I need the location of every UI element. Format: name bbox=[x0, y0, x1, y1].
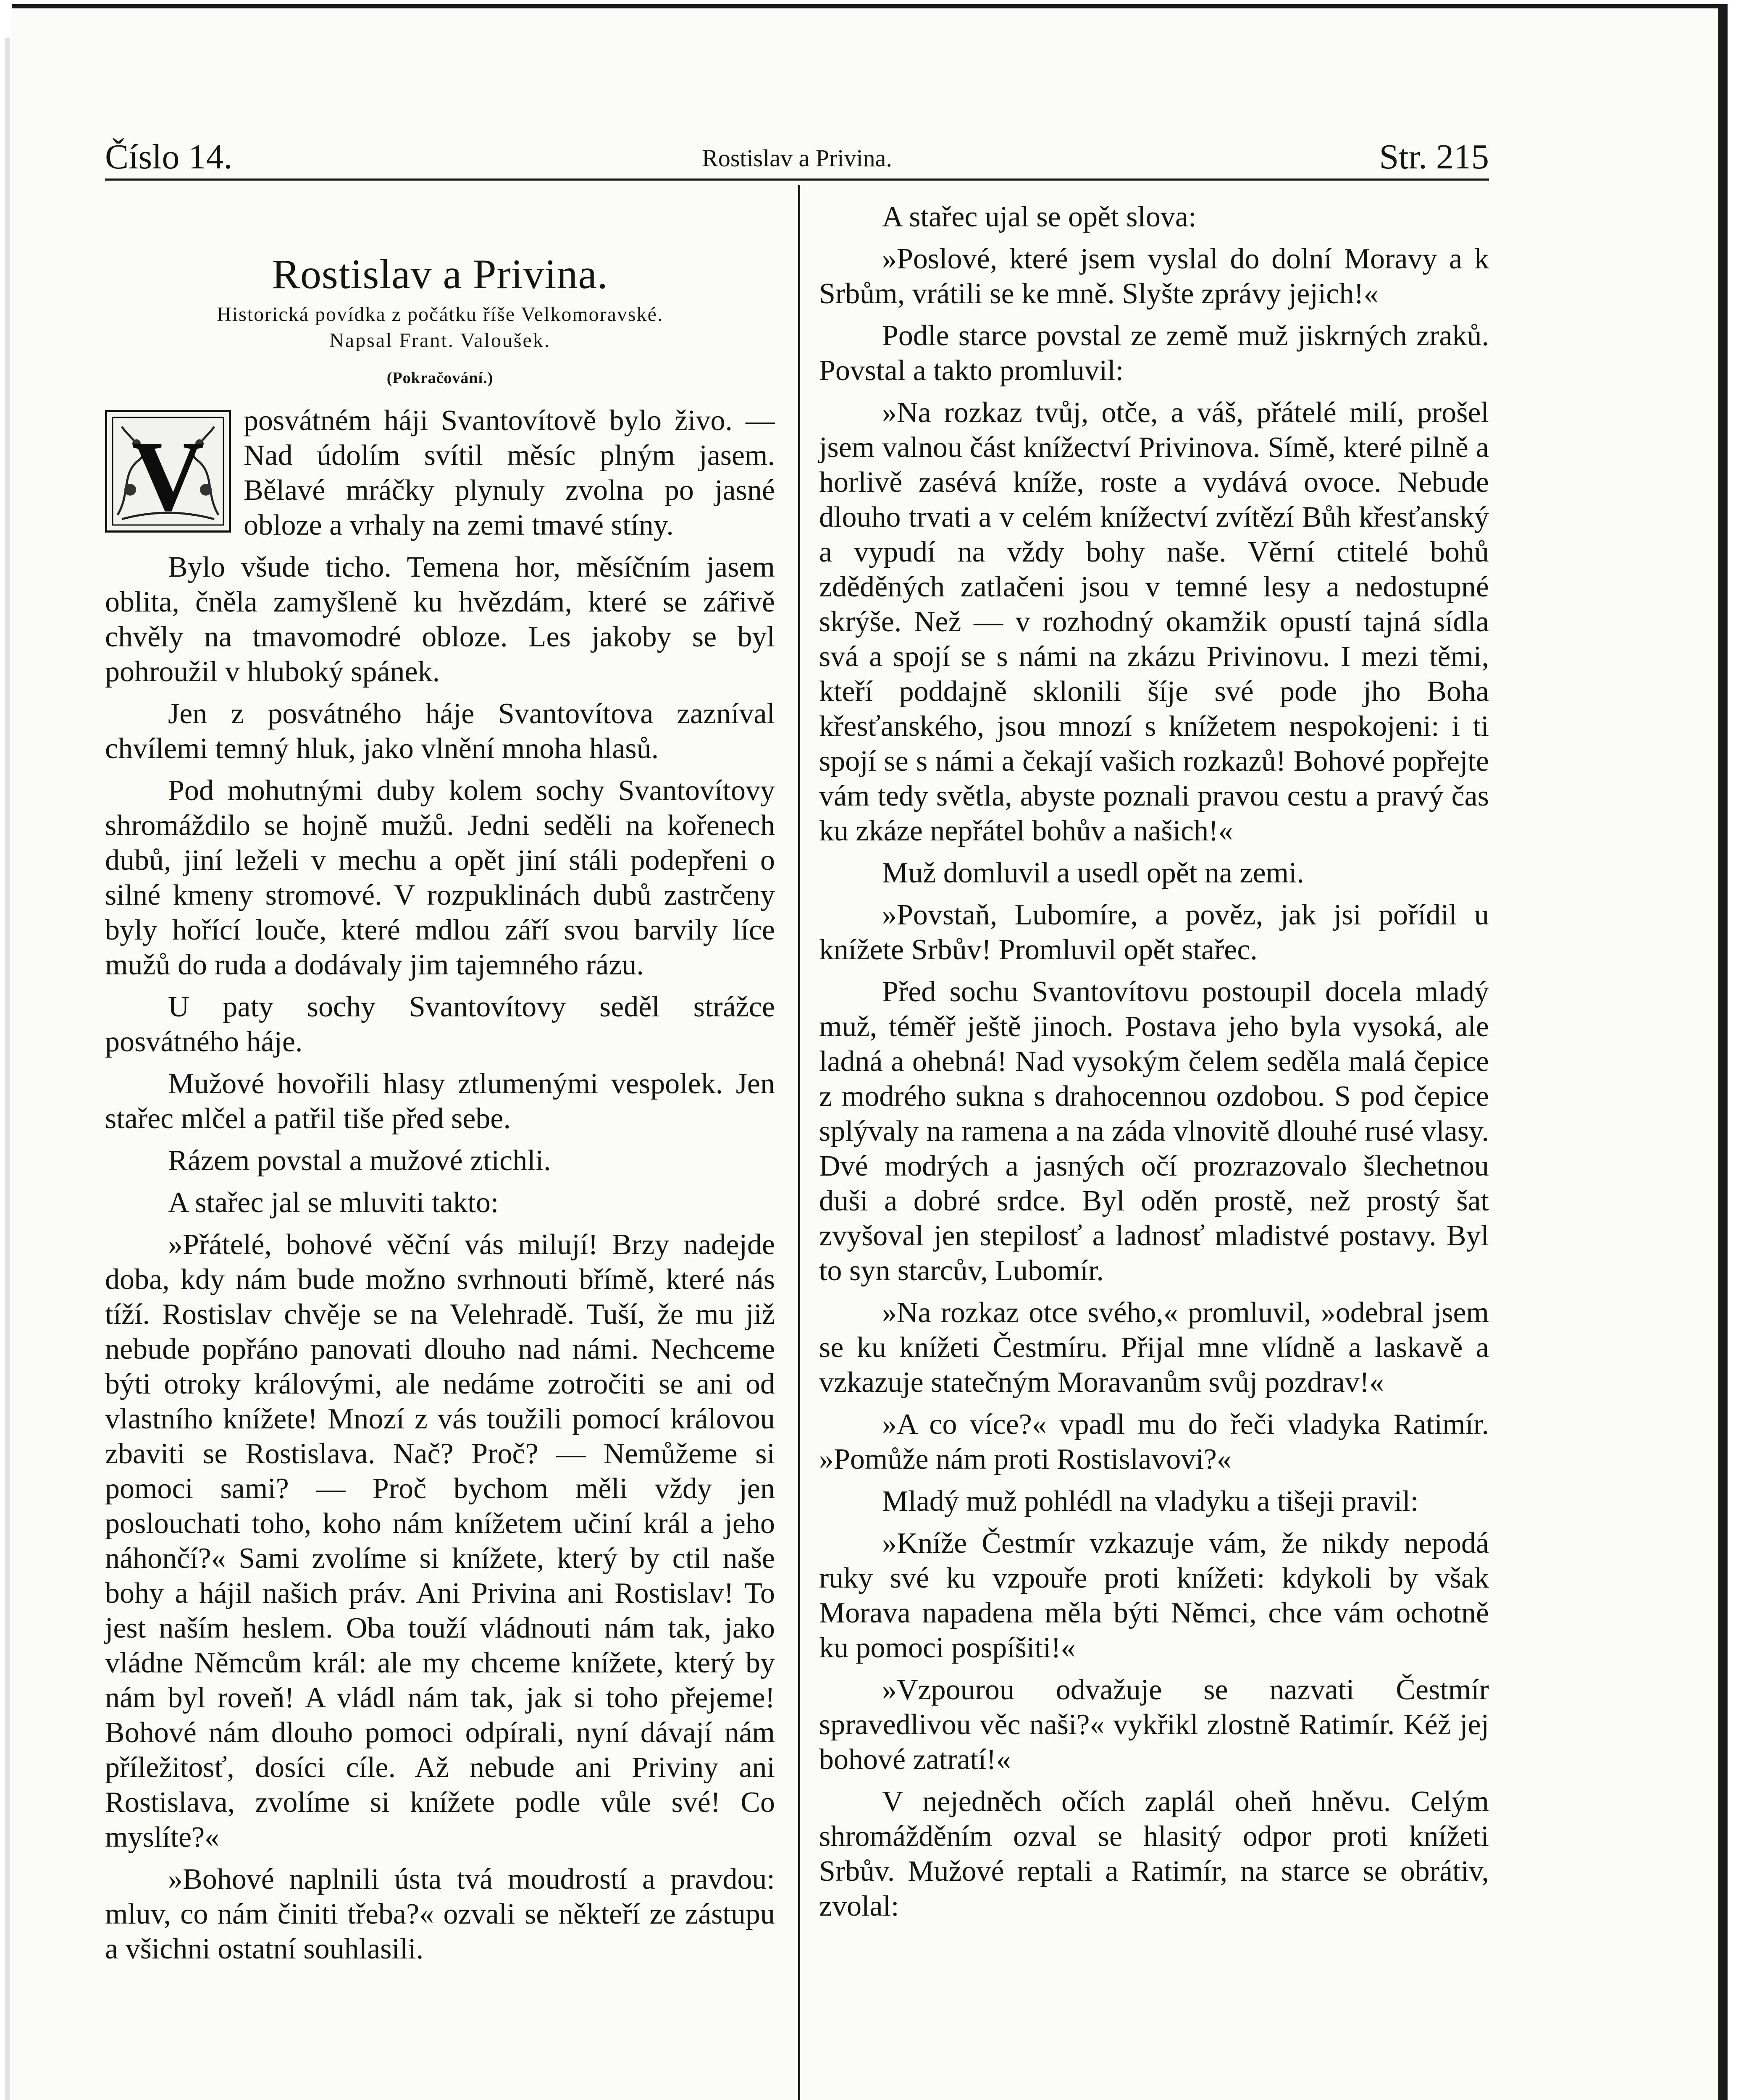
left-paragraph-8: A stařec jal se mluviti takto: bbox=[168, 1186, 499, 1219]
left-paragraph-4: Pod mohutnými duby kolem sochy Svantovítovy shromáždilo se hojně mužů. Jedni seděli na kořenech dubů, jiní leželi v mechu a opět jiní stáli podepřeni o silné kmeny stromové. V rozpuklinách dubů zastrčeny byly hořící louče, které mdlou září svou barvily líce mužů do ruda a dodávaly jim tajemného rázu. bbox=[105, 774, 775, 981]
right-paragraph-8: »Na rozkaz otce svého,« promluvil, »odebral jsem se ku knížeti Čestmíru. Přijal mne vlídně a laskavě a vzkazuje statečným Moravanům svůj pozdrav!« bbox=[819, 1297, 1489, 1399]
right-paragraph-5: Muž domluvil a usedl opět na zemi. bbox=[882, 857, 1305, 889]
right-paragraph-4: »Na rozkaz tvůj, otče, a váš, přátelé milí, prošel jsem valnou část knížectví Privinova. Símě, které pilně a horlivě zasévá kníže, roste a vydává ovoce. Nebude dlouho trvati a v celém knížectví zvítězí Bůh křesťanský a vypudí na vždy bohy naše. Věrní ctitelé bohů zděděných zatlačeni jsou v temné lesy a nedostupné skrýše. Než — v rozhodný okamžik opustí tajná sídla svá a spojí se s námi na zkázu Privinovu. I mezi těmi, kteří poddajně sklonili šíje své pode jho Boha křesťanského, jsou mnozí s knížetem nespokojeni: i ti spojí se s námi a čekají vašich rozkazů! Bohové popřejte vám tedy světla, abyste poznali pravou cestu a pravý čas ku zkáze nepřátel bohův a našich!« bbox=[819, 396, 1489, 847]
left-paragraph-1: posvátném háji Svantovítově bylo živo. — Nad údolím svítil měsíc plným jasem. Bělavé mráčky plynuly zvolna po jasné obloze a vrhaly na zemi tmavé stíny. bbox=[244, 404, 775, 541]
left-paragraph-5: U paty sochy Svantovítovy seděl strážce posvátného háje. bbox=[105, 991, 775, 1058]
dropcap-letter: V bbox=[131, 420, 205, 532]
continuation-note: (Pokračování.) bbox=[386, 369, 494, 387]
right-paragraph-1: A stařec ujal se opět slova: bbox=[882, 201, 1197, 233]
column-rule bbox=[798, 185, 800, 2100]
right-paragraph-2: »Poslové, které jsem vyslal do dolní Moravy a k Srbům, vrátili se ke mně. Slyšte zprávy jejich!« bbox=[819, 243, 1489, 310]
right-paragraph-12: »Vzpourou odvažuje se nazvati Čestmír spravedlivou věc naši?« vykřikl zlostně Ratimír. Kéž jej bohové zatratí!« bbox=[819, 1674, 1489, 1776]
left-paragraph-9: »Přátelé, bohové věční vás milují! Brzy nadejde doba, kdy nám bude možno svrhnouti břímě, které nás tíží. Rostislav chvěje se na Velehradě. Tuší, že mu již nebude popřáno panovati dlouho nad námi. Nechceme býti otroky královými, ale nedáme zotročiti se ani od vlastního knížete! Mnozí z vás toužili pomocí královou zbaviti se Rostislava. Nač? Proč? — Nemůžeme si pomoci sami? — Proč bychom měli vždy jen poslouchati toho, koho nám knížetem učiní král a jeho náhončí?« Sami zvolíme si knížete, který by ctil naše bohy a hájil našich práv. Ani Privina ani Rostislav! To jest naším heslem. Oba touží vládnouti nám tak, jako vládne Němcům král: ale my chceme knížete, který by nám byl roveň! A vládl nám tak, jak si toho přejeme! Bohové nám dlouho pomoci odpírali, nyní dávají nám příležitosť, dosíci cíle. Až nebude ani Priviny ani Rostislava, zvolíme si knížete podle vůle své! Co myslíte?« bbox=[105, 1228, 775, 1853]
running-header bbox=[105, 120, 1489, 178]
page-number: Str. 215 bbox=[1379, 137, 1489, 176]
article-title: Rostislav a Privina. bbox=[272, 251, 608, 297]
right-paragraph-9: »A co více?« vpadl mu do řeči vladyka Ratimír. »Pomůže nám proti Rostislavovi?« bbox=[819, 1408, 1489, 1475]
right-column bbox=[819, 200, 1489, 1931]
left-column bbox=[105, 197, 775, 1974]
left-paragraph-2: Bylo všude ticho. Temena hor, měsíčním jasem oblita, čněla zamyšleně ku hvězdám, které se zářivě chvěly na tmavomodré obloze. Les jakoby se byl pohroužil v hluboký spánek. bbox=[105, 551, 775, 688]
page-edge-shadow bbox=[5, 38, 10, 2100]
right-paragraph-10: Mladý muž pohlédl na vladyku a tišeji pravil: bbox=[882, 1485, 1419, 1517]
right-paragraph-7: Před sochu Svantovítovu postoupil docela mladý muž, téměř ještě jinoch. Postava jeho byla vysoká, ale ladná a ohebná! Nad vysokým čelem seděla malá čepice z modrého sukna s drahocennou ozdobou. S pod čepice splývaly na ramena a na záda vlnovitě dlouhé rusé vlasy. Dvé modrých a jasných očí prozrazovalo šlechetnou duši a dobré srdce. Byl oděn prostě, než prostý šat zvyšoval jen stepilosť a ladnosť mladistvé postavy. Byl to syn starcův, Lubomír. bbox=[819, 976, 1489, 1287]
right-paragraph-6: »Povstaň, Lubomíre, a pověz, jak jsi pořídil u knížete Srbův! Promluvil opět stařec. bbox=[819, 899, 1489, 966]
right-paragraph-3: Podle starce povstal ze země muž jiskrných zraků. Povstal a takto promluvil: bbox=[819, 320, 1489, 387]
dropcap-svg bbox=[105, 410, 231, 533]
article-author: Napsal Frant. Valoušek. bbox=[329, 329, 551, 352]
header-rule bbox=[105, 178, 1489, 181]
issue-number: Číslo 14. bbox=[105, 137, 233, 176]
right-paragraph-11: »Kníže Čestmír vzkazuje vám, že nikdy nepodá ruky své ku vzpouře proti knížeti: kdykoli by však Morava napadena měla býti Němci, chce vám ochotně ku pomoci pospíšiti!« bbox=[819, 1527, 1489, 1664]
right-paragraph-13: V nejedněch očích zaplál oheň hněvu. Celým shromážděním ozval se hlasitý odpor proti knížeti Srbův. Mužové reptali a Ratimír, na starce se obrátiv, zvolal: bbox=[819, 1785, 1489, 1922]
dropcap-v-ornament bbox=[105, 410, 231, 533]
left-paragraph-10: »Bohové naplnili ústa tvá moudrostí a pravdou: mluv, co nám činiti třeba?« ozvali se někteří ze zástupu a všichni ostatní souhlasili. bbox=[105, 1863, 775, 1965]
running-title: Rostislav a Privina. bbox=[702, 144, 892, 172]
left-paragraph-6: Mužové hovořili hlasy ztlumenými vespolek. Jen stařec mlčel a patřil tiše před sebe. bbox=[105, 1068, 775, 1135]
article-subtitle: Historická povídka z počátku říše Velkomoravské. bbox=[217, 303, 663, 326]
left-paragraph-7: Rázem povstal a mužové ztichli. bbox=[168, 1144, 551, 1177]
left-paragraph-3: Jen z posvátného háje Svantovítova zazníval chvílemi temný hluk, jako vlnění mnoha hlasů. bbox=[105, 698, 775, 765]
article-heading bbox=[105, 247, 775, 391]
